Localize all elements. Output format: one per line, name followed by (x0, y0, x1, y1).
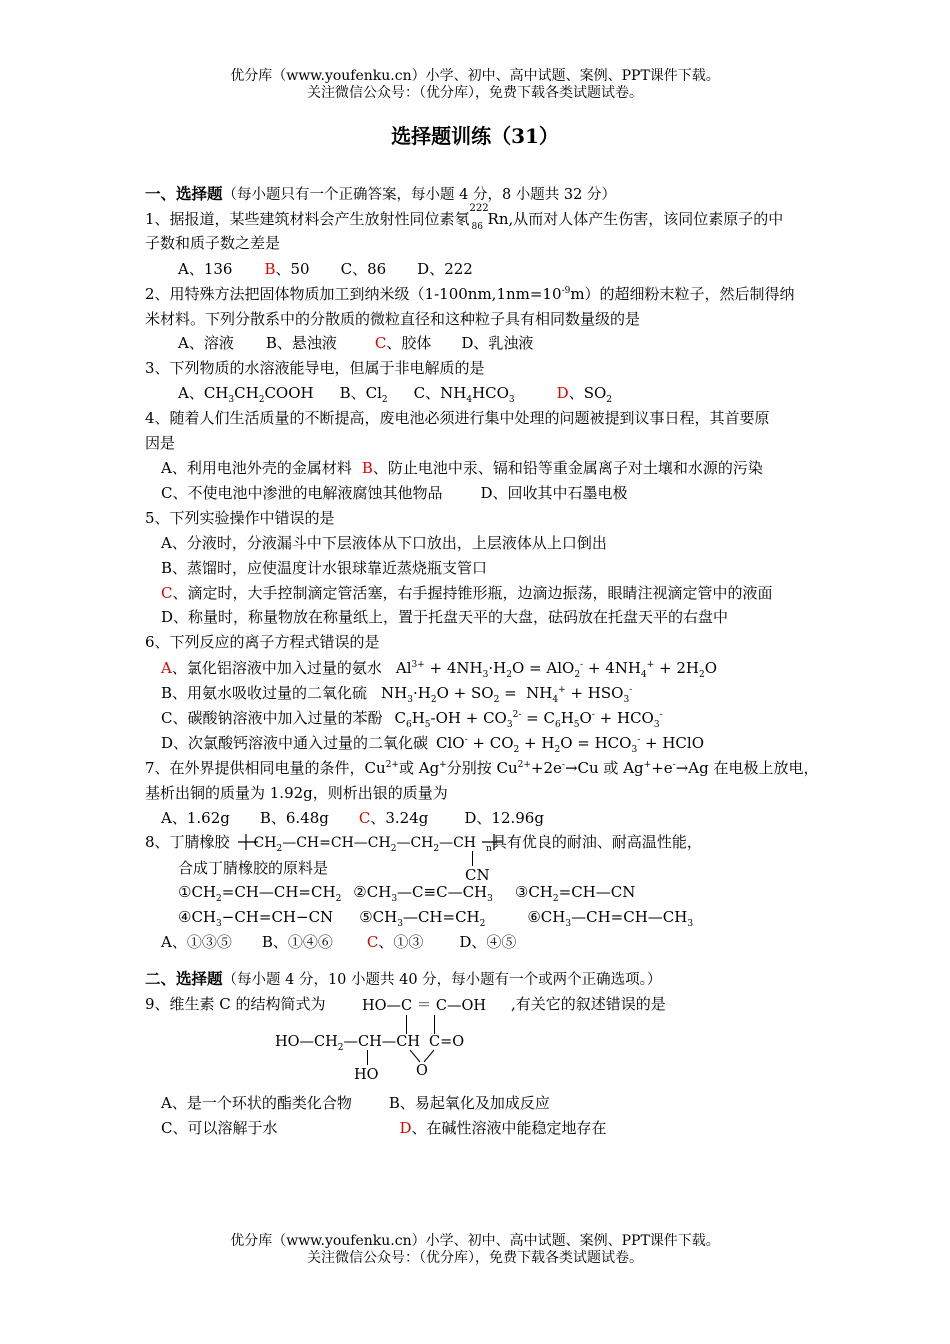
q7-stem-line-2: 基析出铜的质量为 1.92g，则析出银的质量为 (145, 784, 448, 802)
q6-stem: 6、下列反应的离子方程式错误的是 (145, 633, 380, 651)
q7-option-c[interactable] (359, 809, 429, 827)
q5-option-a[interactable]: A、分液时，分液漏斗中下层液体从下口放出，上层液体从上口倒出 (161, 534, 607, 552)
q6-equation-d: $ClO^- + CO_2 + H_2O = HCO_3^-$ + HClO (436, 734, 705, 755)
q6-option-b-text: B、用氨水吸收过量的二氧化硫 (161, 684, 368, 702)
q2-option-c-text: 、胶体 (386, 334, 432, 352)
q1-atomic-number: 86 (471, 222, 483, 232)
q8-repeat-n: n (486, 844, 492, 854)
q9-options-row-2 (161, 1118, 607, 1138)
q5-stem: 5、下列实验操作中错误的是 (145, 509, 335, 527)
q8-stem-text-2: 具有优良的耐油、耐高温性能， (491, 833, 702, 851)
q6-equation-a: $Al^{3+} + 4NH_3\cdot H_2O = AlO_2^- + 4NH_4^+ + 2H_2O$ (395, 659, 718, 680)
q1-option-d[interactable]: D、222 (417, 260, 473, 278)
section-2-label: 二、选择题 (145, 969, 223, 988)
q4-option-b[interactable] (362, 459, 763, 477)
q7-options (161, 808, 544, 828)
q8-reagent-3: $③CH_2=CH—CN$ (514, 883, 636, 904)
q6-option-b[interactable] (161, 683, 632, 703)
footer-line-2: 关注微信公众号：（优分库），免费下载各类试题试卷。 (307, 1250, 643, 1266)
q6-option-c-text: C、碳酸钠溶液中加入过量的苯酚 (161, 709, 383, 727)
q8-answer-mark: C (366, 933, 379, 951)
q4-stem-line-2: 因是 (145, 434, 176, 452)
q7-option-c-text: 、3.24g (370, 809, 429, 827)
q6-option-c[interactable] (161, 708, 663, 728)
q9-option-d-text: 、在碱性溶液中能稳定地存在 (411, 1119, 607, 1137)
q8-cn-group: CN (465, 866, 490, 884)
header-line-1: 优分库（www.youfenku.cn）小学、初中、高中试题、案例、PPT课件下载。 (230, 68, 720, 84)
q3-answer-mark: D (556, 384, 569, 402)
q1-mass-number: 222 (469, 203, 489, 214)
q5-answer-mark: C (161, 584, 173, 602)
q8-option-b[interactable]: B、①④⑥ (261, 933, 333, 951)
section-2-note: （每小题 4 分，10 小题共 40 分，每小题有一个或两个正确选项。） (222, 972, 662, 988)
q1-stem-text-2: ,从而对人体产生伤害，该同位素原子的中 (508, 210, 784, 228)
q1-stem-text: 1、据报道，某些建筑材料会产生放射性同位素氡 (145, 210, 470, 228)
q9-answer-mark: D (399, 1119, 412, 1137)
q8-bond-line (472, 851, 473, 866)
vc-middle-row: $HO—CH_2—CH—CH$ (275, 1034, 420, 1053)
q9-stem-tail: ,有关它的叙述错误的是 (511, 995, 666, 1013)
q8-polymer-formula: $CH_2—CH=CH—CH_2—CH_2—CH$ (253, 835, 477, 854)
q4-answer-mark: B (361, 459, 373, 477)
q3-option-d[interactable]: D、$SO_2$ (556, 384, 612, 405)
q8-reagent-4: $④CH_3-CH=CH-CN$ (178, 908, 334, 929)
q9-option-d[interactable] (399, 1119, 606, 1137)
q9-option-c[interactable]: C、可以溶解于水 (161, 1119, 278, 1137)
q1-stem-line-2: 子数和质子数之差是 (145, 234, 281, 252)
q8-reagents-row-1 (178, 882, 635, 902)
q8-reagent-2: $②CH_3—C\equiv C—CH_3$ (353, 883, 493, 904)
q9-option-a[interactable]: A、是一个环状的酯类化合物 (161, 1094, 352, 1112)
q2-stem-text: 2、用特殊方法把固体物质加工到纳米级（1-100nm,1nm=10 (145, 285, 562, 303)
q1-stem (145, 203, 784, 232)
q6-answer-mark: A (161, 659, 172, 677)
q6-option-a-text: 、氯化铝溶液中加入过量的氨水 (171, 659, 382, 677)
q1-option-b-text: 、50 (275, 260, 310, 278)
vc-ring-oxygen: O (416, 1063, 428, 1079)
q1-options (178, 259, 473, 279)
q2-option-a[interactable]: A、溶液 (178, 334, 234, 352)
q2-option-c[interactable] (375, 334, 432, 352)
q8-stem-line-2: 合成丁腈橡胶的原料是 (178, 859, 329, 877)
q9-option-b[interactable]: B、易起氧化及加成反应 (388, 1094, 550, 1112)
q3-option-c[interactable]: C、$NH_4HCO_3$ (413, 384, 515, 405)
q7-answer-mark: C (358, 809, 371, 827)
q1-symbol: Rn (487, 210, 509, 228)
q7-stem: 7、在外界提供相同电量的条件，$Cu^{2+}$或 Ag+分别按 $Cu^{2+}+2e^-\to Cu$ 或 Ag++e-→Ag 在电极上放电， (145, 759, 819, 777)
q3-stem: 3、下列物质的水溶液能导电，但属于非电解质的是 (145, 359, 485, 377)
q8-option-d[interactable]: D、④⑤ (459, 933, 517, 951)
footer-line-1: 优分库（www.youfenku.cn）小学、初中、高中试题、案例、PPT课件下载。 (230, 1233, 720, 1249)
q1-answer-mark: B (264, 260, 276, 278)
q1-isotope (469, 203, 489, 232)
q7-option-d[interactable]: D、12.96g (464, 809, 544, 827)
q4-option-b-text: 、防止电池中汞、镉和铅等重金属离子对土壤和水源的污染 (372, 459, 763, 477)
q8-option-a[interactable]: A、①③⑤ (161, 933, 232, 951)
q5-option-d[interactable]: D、称量时，称量物放在称量纸上，置于托盘天平的大盘，砝码放在托盘天平的右盘中 (161, 608, 729, 626)
q8-reagents-row-2 (178, 907, 693, 927)
q6-option-d[interactable] (161, 733, 704, 753)
q3-option-b[interactable]: B、$Cl_2$ (339, 384, 388, 405)
q1-option-b[interactable] (264, 260, 309, 278)
q2-stem-line-2: 米材料。下列分散系中的分散质的微粒直径和这种粒子具有相同数量级的是 (145, 310, 641, 328)
q5-option-b[interactable]: B、蒸馏时，应使温度计水银球靠近蒸烧瓶支管口 (161, 559, 488, 577)
q8-polymer-brackets (232, 832, 522, 852)
q2-option-b[interactable]: B、悬浊液 (265, 334, 337, 352)
section-1-note: （每小题只有一个正确答案，每小题 4 分，8 小题共 32 分） (222, 187, 616, 203)
q4-option-c[interactable]: C、不使电池中渗泄的电解液腐蚀其他物品 (161, 484, 443, 502)
q6-option-d-text: D、次氯酸钙溶液中通入过量的二氧化碳 (161, 734, 429, 752)
q4-options-row-2 (161, 483, 628, 503)
q4-stem: 4、随着人们生活质量的不断提高，废电池必须进行集中处理的问题被提到议事日程，其首要原 (145, 409, 770, 427)
q4-option-a[interactable]: A、利用电池外壳的金属材料 (161, 459, 352, 477)
q8-reagent-5: $⑤CH_3—CH=CH_2$ (359, 908, 486, 929)
q1-option-a[interactable]: A、136 (178, 260, 233, 278)
page-title: 选择题训练（31） (391, 124, 559, 148)
q2-stem (145, 284, 795, 304)
q3-option-a[interactable]: A、$CH_3CH_2COOH$ (178, 384, 314, 405)
q2-options (178, 333, 533, 353)
q8-reagent-1: $①CH_2=CH—CH=CH_2$ (178, 883, 342, 904)
q5-option-c[interactable] (161, 583, 773, 603)
vc-bond-oh (367, 1050, 368, 1065)
vc-carbonyl: C=O (429, 1034, 465, 1050)
q8-reagent-6: $⑥CH_3—CH=CH—CH_3$ (527, 908, 694, 929)
q7-option-b[interactable]: B、6.48g (259, 809, 329, 827)
q9-stem: 9、维生素 C 的结构简式为 (145, 995, 326, 1013)
vc-hydroxyl: HO (354, 1067, 379, 1083)
q2-stem-text-2: m）的超细粉末粒子，然后制得纳 (570, 285, 795, 303)
q8-option-c-text: 、①③ (378, 933, 424, 951)
section-2-heading (145, 969, 661, 990)
q5-option-c-text: 、滴定时，大手控制滴定管活塞，右手握持锥形瓶，边滴边振荡，眼睛注视滴定管中的液面 (172, 584, 773, 602)
q8-stem-text: 8、丁腈橡胶 (145, 833, 230, 851)
q4-options-row-1 (161, 458, 763, 478)
q8-options (161, 932, 516, 952)
q9-options-row-1 (161, 1093, 550, 1113)
q1-option-c[interactable]: C、86 (340, 260, 387, 278)
q2-answer-mark: C (374, 334, 387, 352)
q8-option-c[interactable] (367, 933, 424, 951)
q3-options (178, 383, 612, 403)
q6-option-a[interactable] (161, 658, 717, 678)
q4-option-d[interactable]: D、回收其中石墨电极 (480, 484, 628, 502)
q2-option-d[interactable]: D、乳浊液 (461, 334, 534, 352)
q6-equation-c: $C_6H_5-OH + CO_3^{2-} = C_6H_5O^- + HCO_3^-$ (394, 709, 663, 730)
q6-equation-b: $NH_3\cdot H_2O + SO_2 = NH_4^+ + HSO_3^-$ (381, 684, 633, 705)
section-1-label: 一、选择题 (145, 184, 223, 203)
q7-option-a[interactable]: A、1.62g (161, 809, 230, 827)
q2-exponent: -9 (561, 286, 571, 296)
section-1-heading (145, 184, 616, 205)
header-line-2: 关注微信公众号：（优分库），免费下载各类试题试卷。 (307, 85, 643, 101)
vc-top-row: HO—C ＝ C—OH (362, 998, 486, 1014)
